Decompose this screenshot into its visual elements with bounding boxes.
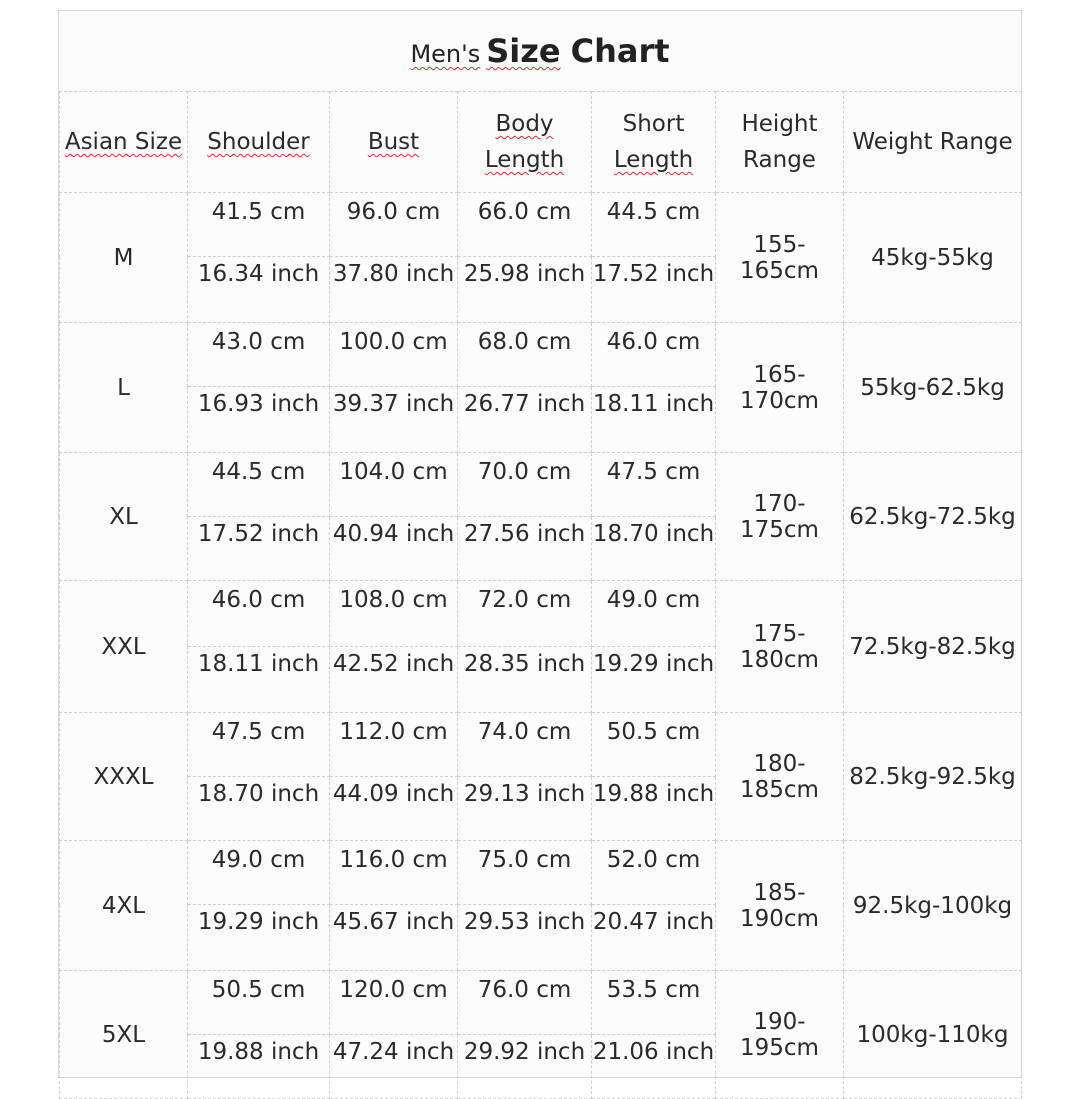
bust-cm: 112.0 cm	[330, 713, 458, 777]
short-length-inch: 18.70 inch	[592, 517, 716, 581]
shoulder-inch: 16.34 inch	[188, 257, 330, 323]
bust-inch: 45.67 inch	[330, 905, 458, 971]
weight-range: 62.5kg-72.5kg	[844, 453, 1022, 581]
size-label: M	[60, 193, 188, 323]
title-prefix: Men's	[410, 40, 481, 68]
size-label: 4XL	[60, 841, 188, 971]
height-range: 155-165cm	[716, 193, 844, 323]
short-length-inch: 18.11 inch	[592, 387, 716, 453]
height-range: 190-195cm	[716, 971, 844, 1099]
short-length-inch: 17.52 inch	[592, 257, 716, 323]
header-shoulder: Shoulder	[188, 92, 330, 193]
short-length-inch: 19.29 inch	[592, 647, 716, 713]
shoulder-cm: 49.0 cm	[188, 841, 330, 905]
table-row	[60, 841, 1022, 905]
shoulder-cm: 43.0 cm	[188, 323, 330, 387]
body-length-inch: 27.56 inch	[458, 517, 592, 581]
size-label: XL	[60, 453, 188, 581]
size-label: XXXL	[60, 713, 188, 841]
short-length-inch: 21.06 inch	[592, 1035, 716, 1099]
table-row	[60, 453, 1022, 517]
short-length-cm: 50.5 cm	[592, 713, 716, 777]
bust-cm: 96.0 cm	[330, 193, 458, 257]
short-length-cm: 44.5 cm	[592, 193, 716, 257]
body-length-cm: 74.0 cm	[458, 713, 592, 777]
chart-title	[59, 11, 1021, 91]
header-row	[60, 92, 1022, 193]
size-label: XXL	[60, 581, 188, 713]
bust-cm: 116.0 cm	[330, 841, 458, 905]
table-row	[60, 193, 1022, 257]
size-label: 5XL	[60, 971, 188, 1099]
title-word-size: Size	[486, 32, 561, 70]
title-word-chart: Chart	[570, 32, 670, 70]
shoulder-inch: 17.52 inch	[188, 517, 330, 581]
table-row	[60, 323, 1022, 387]
size-label: L	[60, 323, 188, 453]
shoulder-cm: 50.5 cm	[188, 971, 330, 1035]
height-range: 180-185cm	[716, 713, 844, 841]
table-row	[60, 713, 1022, 777]
body-length-cm: 70.0 cm	[458, 453, 592, 517]
height-range: 175-180cm	[716, 581, 844, 713]
body-length-inch: 29.13 inch	[458, 777, 592, 841]
table-row	[60, 581, 1022, 647]
shoulder-inch: 19.29 inch	[188, 905, 330, 971]
bust-cm: 100.0 cm	[330, 323, 458, 387]
shoulder-inch: 16.93 inch	[188, 387, 330, 453]
bust-cm: 120.0 cm	[330, 971, 458, 1035]
shoulder-inch: 19.88 inch	[188, 1035, 330, 1099]
bust-inch: 42.52 inch	[330, 647, 458, 713]
height-range: 185-190cm	[716, 841, 844, 971]
shoulder-cm: 44.5 cm	[188, 453, 330, 517]
bust-cm: 104.0 cm	[330, 453, 458, 517]
short-length-cm: 52.0 cm	[592, 841, 716, 905]
header-body-length: Body Length	[458, 92, 592, 193]
short-length-cm: 46.0 cm	[592, 323, 716, 387]
weight-range: 72.5kg-82.5kg	[844, 581, 1022, 713]
body-length-cm: 75.0 cm	[458, 841, 592, 905]
bust-cm: 108.0 cm	[330, 581, 458, 647]
shoulder-cm: 47.5 cm	[188, 713, 330, 777]
header-weight-range: Weight Range	[844, 92, 1022, 193]
height-range: 170-175cm	[716, 453, 844, 581]
bust-inch: 37.80 inch	[330, 257, 458, 323]
shoulder-inch: 18.11 inch	[188, 647, 330, 713]
header-short-length: Short Length	[592, 92, 716, 193]
body-length-inch: 26.77 inch	[458, 387, 592, 453]
shoulder-cm: 41.5 cm	[188, 193, 330, 257]
shoulder-inch: 18.70 inch	[188, 777, 330, 841]
body-length-cm: 68.0 cm	[458, 323, 592, 387]
bust-inch: 47.24 inch	[330, 1035, 458, 1099]
size-chart	[58, 10, 1022, 1078]
size-table	[59, 91, 1022, 1099]
short-length-cm: 53.5 cm	[592, 971, 716, 1035]
header-height-range: Height Range	[716, 92, 844, 193]
body-length-inch: 29.92 inch	[458, 1035, 592, 1099]
header-bust: Bust	[330, 92, 458, 193]
short-length-inch: 19.88 inch	[592, 777, 716, 841]
body-length-cm: 66.0 cm	[458, 193, 592, 257]
weight-range: 45kg-55kg	[844, 193, 1022, 323]
short-length-cm: 49.0 cm	[592, 581, 716, 647]
body-length-inch: 25.98 inch	[458, 257, 592, 323]
shoulder-cm: 46.0 cm	[188, 581, 330, 647]
bust-inch: 39.37 inch	[330, 387, 458, 453]
bust-inch: 44.09 inch	[330, 777, 458, 841]
weight-range: 92.5kg-100kg	[844, 841, 1022, 971]
body-length-cm: 76.0 cm	[458, 971, 592, 1035]
body-length-cm: 72.0 cm	[458, 581, 592, 647]
weight-range: 55kg-62.5kg	[844, 323, 1022, 453]
height-range: 165-170cm	[716, 323, 844, 453]
weight-range: 100kg-110kg	[844, 971, 1022, 1099]
weight-range: 82.5kg-92.5kg	[844, 713, 1022, 841]
short-length-cm: 47.5 cm	[592, 453, 716, 517]
body-length-inch: 28.35 inch	[458, 647, 592, 713]
body-length-inch: 29.53 inch	[458, 905, 592, 971]
bust-inch: 40.94 inch	[330, 517, 458, 581]
header-asian-size: Asian Size	[60, 92, 188, 193]
short-length-inch: 20.47 inch	[592, 905, 716, 971]
table-row	[60, 971, 1022, 1035]
